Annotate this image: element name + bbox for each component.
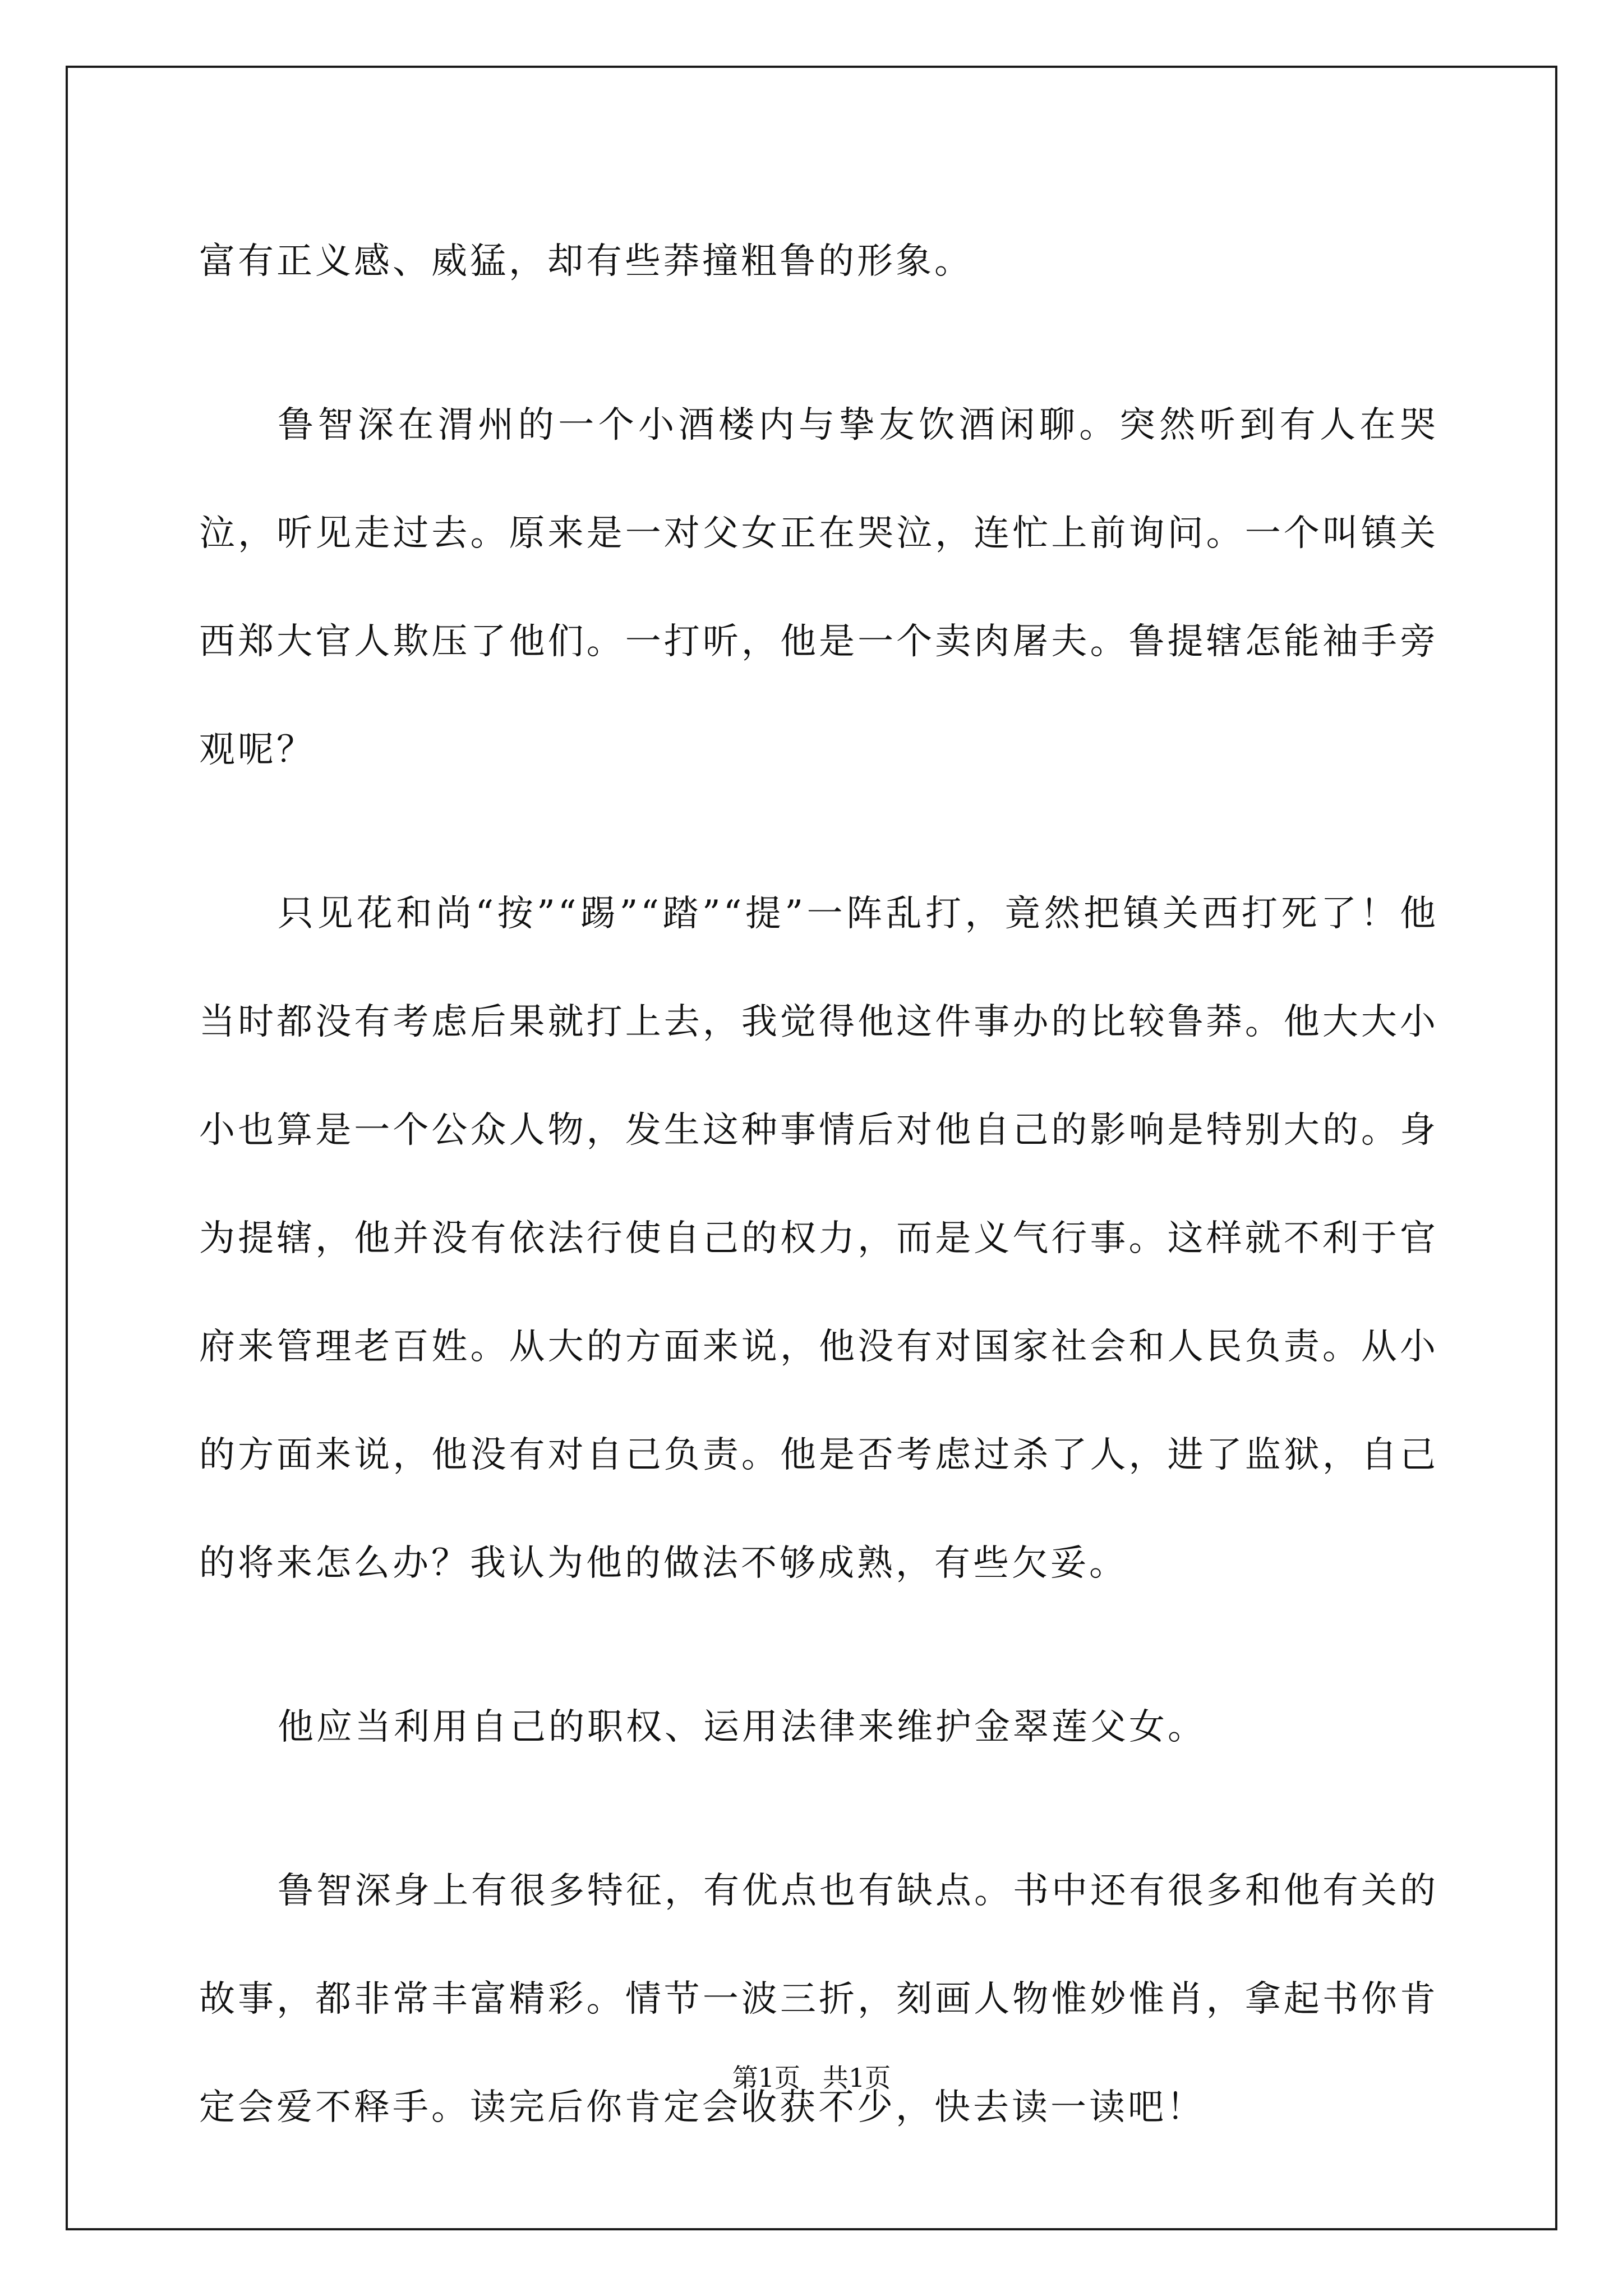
- page-footer: [0, 2061, 1623, 2095]
- paragraph-3: 只见花和尚“按”“踢”“踏”“提”一阵乱打，竟然把镇关西打死了！他当时都没有考虑后果就打上去，我觉得他这件事办的比较鲁莽。他大大小小也算是一个公众人物，发生这种事情后对他自己的影响是特别大的。身为提辖，他并没有依法行使自己的权力，而是义气行事。这样就不利于官府来管理老百姓。从大的方面来说，他没有对国家社会和人民负责。从小的方面来说，他没有对自己负责。他是否考虑过杀了人，进了监狱，自己的将来怎么办？我认为他的做法不够成熟，有些欠妥。: [199, 893, 1438, 1584]
- paragraph-5: 鲁智深身上有很多特征，有优点也有缺点。书中还有很多和他有关的故事，都非常丰富精彩。情节一波三折，刻画人物惟妙惟肖，拿起书你肯定会爱不释手。读完后你肯定会收获不少，快去读一读吧！: [199, 1870, 1438, 2128]
- page-number-total: 共1页: [823, 2063, 891, 2093]
- page-number-current: 第1页: [732, 2063, 800, 2093]
- paragraph-1: 富有正义感、威猛，却有些莽撞粗鲁的形象。: [199, 241, 973, 282]
- paragraph-4: 他应当利用自己的职权、运用法律来维护金翠莲父女。: [278, 1706, 1206, 1748]
- paragraph-2: 鲁智深在渭州的一个小酒楼内与挚友饮酒闲聊。突然听到有人在哭泣，听见走过去。原来是一对父女正在哭泣，连忙上前询问。一个叫镇关西郑大官人欺压了他们。一打听，他是一个卖肉屠夫。鲁提辖怎能袖手旁观呢？: [199, 404, 1438, 771]
- document-body: [199, 208, 1438, 2217]
